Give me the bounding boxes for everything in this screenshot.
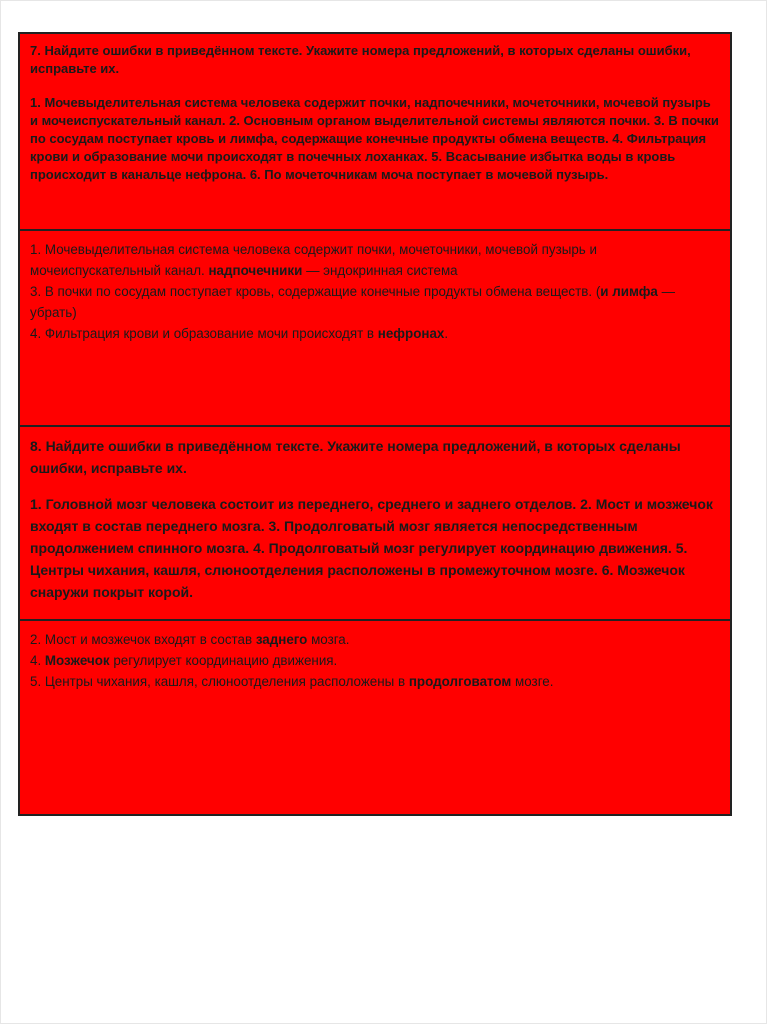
task8-question-cell [20, 425, 730, 619]
task8-answer-5: 5. Центры чихания, кашля, слюноотделения расположены в продолговатом мозге. [30, 674, 554, 689]
task7-answer-4: 4. Фильтрация крови и образование мочи происходят в нефронах. [30, 326, 449, 341]
task7-answer-3: 3. В почки по сосудам поступает кровь, содержащие конечные продукты обмена веществ. (и лимфа — убрать) [30, 284, 675, 320]
task8-text: 1. Головной мозг человека состоит из переднего, среднего и заднего отделов. 2. Мост и мозжечок входят в состав переднего мозга. 3. Продолговатый мозг является непосредственным продолжением спинного мозга. 4. Продолговатый мозг регулирует координацию движения. 5. Центры чихания, кашля, слюноотделения расположены в промежуточном мозге. 6. Мозжечок снаружи покрыт корой. [30, 496, 713, 600]
tasks-table [18, 32, 732, 816]
task8-header: 8. Найдите ошибки в приведённом тексте. Укажите номера предложений, в которых сделаны ошибки, исправьте их. [30, 438, 681, 476]
task8-answer-2: 2. Мост и мозжечок входят в состав заднего мозга. [30, 632, 350, 647]
task7-question-cell [20, 34, 730, 229]
task7-answer-cell [20, 229, 730, 425]
task7-text: 1. Мочевыделительная система человека содержит почки, надпочечники, мочеточники, мочевой пузырь и мочеиспускательный канал. 2. Основным органом выделительной системы являются почки. 3. В почки по сосудам поступает кровь и лимфа, содержащие конечные продукты обмена веществ. 4. Фильтрация крови и образование мочи происходят в почечных лоханках. 5. Всасывание избытка воды в кровь происходит в канальце нефрона. 6. По мочеточникам моча поступает в мочевой пузырь. [30, 95, 719, 182]
task8-answer-4: 4. Мозжечок регулирует координацию движения. [30, 653, 338, 668]
task8-answer-cell [20, 619, 730, 814]
task7-header: 7. Найдите ошибки в приведённом тексте. Укажите номера предложений, в которых сделаны ошибки, исправьте их. [30, 43, 691, 76]
task7-answer-1: 1. Мочевыделительная система человека содержит почки, мочеточники, мочевой пузырь и мочеиспускательный канал. надпочечники — эндокринная система [30, 242, 597, 278]
